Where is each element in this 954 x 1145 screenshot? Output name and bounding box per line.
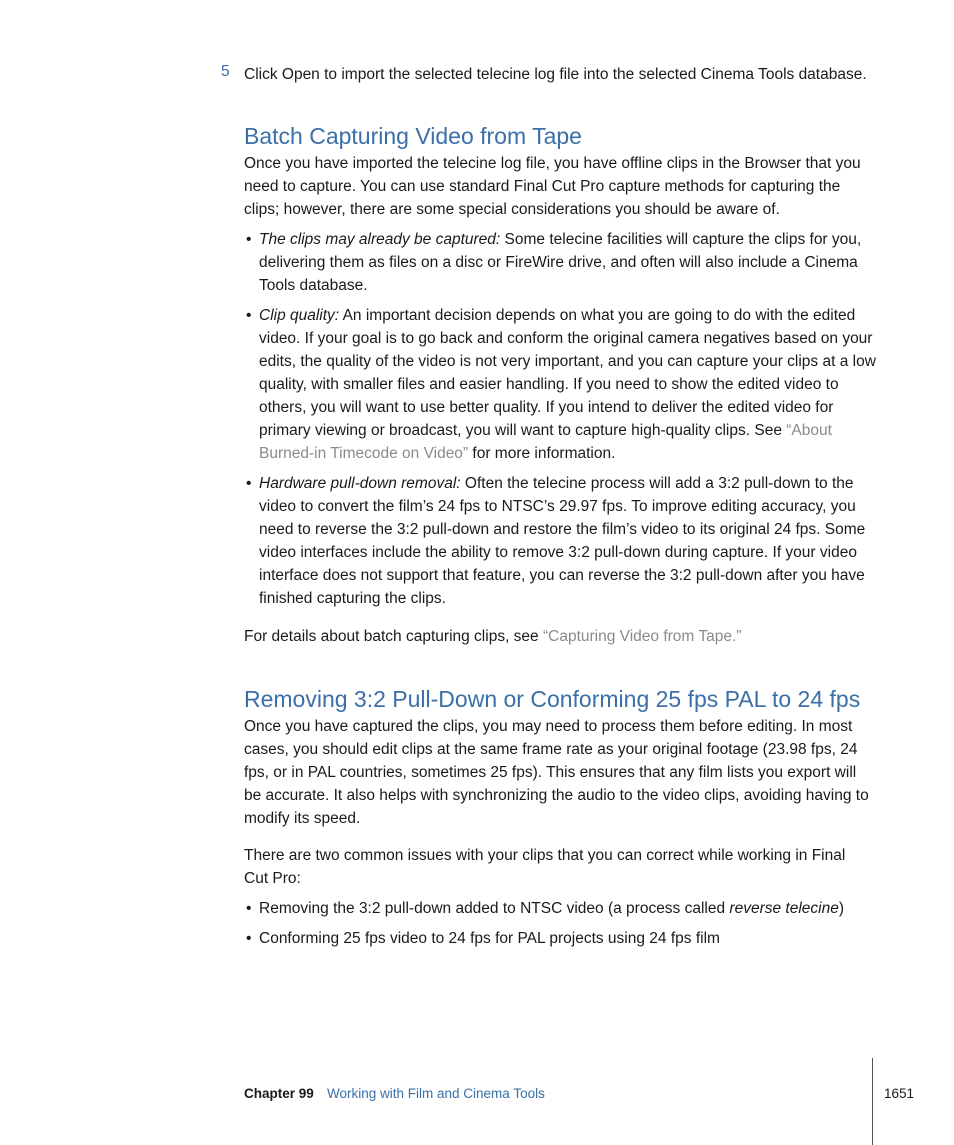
bullet-text-after: ) <box>838 900 845 917</box>
bullet-term: Clip quality: <box>259 307 340 324</box>
cross-reference-link[interactable]: “Capturing Video from Tape.” <box>542 628 742 645</box>
bullet-term: The clips may already be captured: <box>259 231 501 248</box>
list-item-body <box>259 228 879 297</box>
list-item-body <box>259 304 879 465</box>
section2-para1: Once you have captured the clips, you may need to process them before editing. In most cases, you should edit clips at the same frame rate as your original footage (23.98 fps, 24 fps, or in PAL countries, sometimes 25 fps). This ensures that any film lists you export will be accurate. It also helps with synchronizing the audio to the video clips, avoiding having to modify its speed. <box>244 718 869 827</box>
bullet-text: Often the telecine process will add a 3:2 pull-down to the video to convert the film’s 24 fps to NTSC’s 29.97 fps. To improve editing accuracy, you need to reverse the 3:2 pull-down and restore the film’s video to its original 24 fps. Some video interfaces include the ability to remove 3:2 pull-down during capture. If your video interface does not support that feature, you can reverse the 3:2 pull-down after you have finished capturing the clips. <box>259 475 866 607</box>
bullet-text: An important decision depends on what you are going to do with the edited video. If your goal is to go back and conform the original camera negatives based on your edits, the quality of the video is not very important, and you can capture your clips at a low quality, with smaller files and easier handling. If you need to show the edited video to others, you will want to use better quality. If you intend to deliver the edited video for primary viewing or broadcast, you will want to capture high-quality clips. See <box>259 307 876 439</box>
bullet-emphasis: reverse telecine <box>729 900 839 917</box>
step-text: Click Open to import the selected telecine log file into the selected Cinema Tools database. <box>244 66 867 83</box>
footer-chapter-title: Working with Film and Cinema Tools <box>327 1086 545 1101</box>
details-text: For details about batch capturing clips, see <box>244 628 543 645</box>
section1-intro: Once you have imported the telecine log file, you have offline clips in the Browser that you need to capture. You can use standard Final Cut Pro capture methods for capturing the clips; however, there are some special considerations you should be aware of. <box>244 155 861 218</box>
bullet-icon: • <box>246 900 252 917</box>
footer-divider <box>872 1058 873 1145</box>
step-number: 5 <box>221 63 230 80</box>
page-number: 1651 <box>884 1086 915 1101</box>
bullet-term: Hardware pull-down removal: <box>259 475 461 492</box>
section2-para2: There are two common issues with your clips that you can correct while working in Final Cut Pro: <box>244 847 846 887</box>
footer-chapter: Chapter 99 <box>244 1086 314 1101</box>
bullet-icon: • <box>246 930 252 947</box>
bullet-text-after: for more information. <box>468 445 616 462</box>
bullet-icon: • <box>246 231 252 248</box>
list-item-body <box>259 897 879 920</box>
bullet-icon: • <box>246 307 252 324</box>
bullet-text: Some telecine facilities will capture the clips for you, delivering them as files on a disc or FireWire drive, and often will also include a Cinema Tools database. <box>259 231 862 294</box>
bullet-text: Removing the 3:2 pull-down added to NTSC video (a process called <box>259 900 730 917</box>
list-item-body: Conforming 25 fps video to 24 fps for PAL projects using 24 fps film <box>259 930 720 947</box>
cross-reference-link[interactable]: “About Burned-in Timecode on Video” <box>259 422 832 462</box>
section-heading-removing-pulldown: Removing 3:2 Pull-Down or Conforming 25 fps PAL to 24 fps <box>244 686 861 712</box>
section1-details <box>244 625 884 648</box>
list-item-body <box>259 472 879 610</box>
bullet-icon: • <box>246 475 252 492</box>
section-heading-batch-capturing: Batch Capturing Video from Tape <box>244 123 582 149</box>
